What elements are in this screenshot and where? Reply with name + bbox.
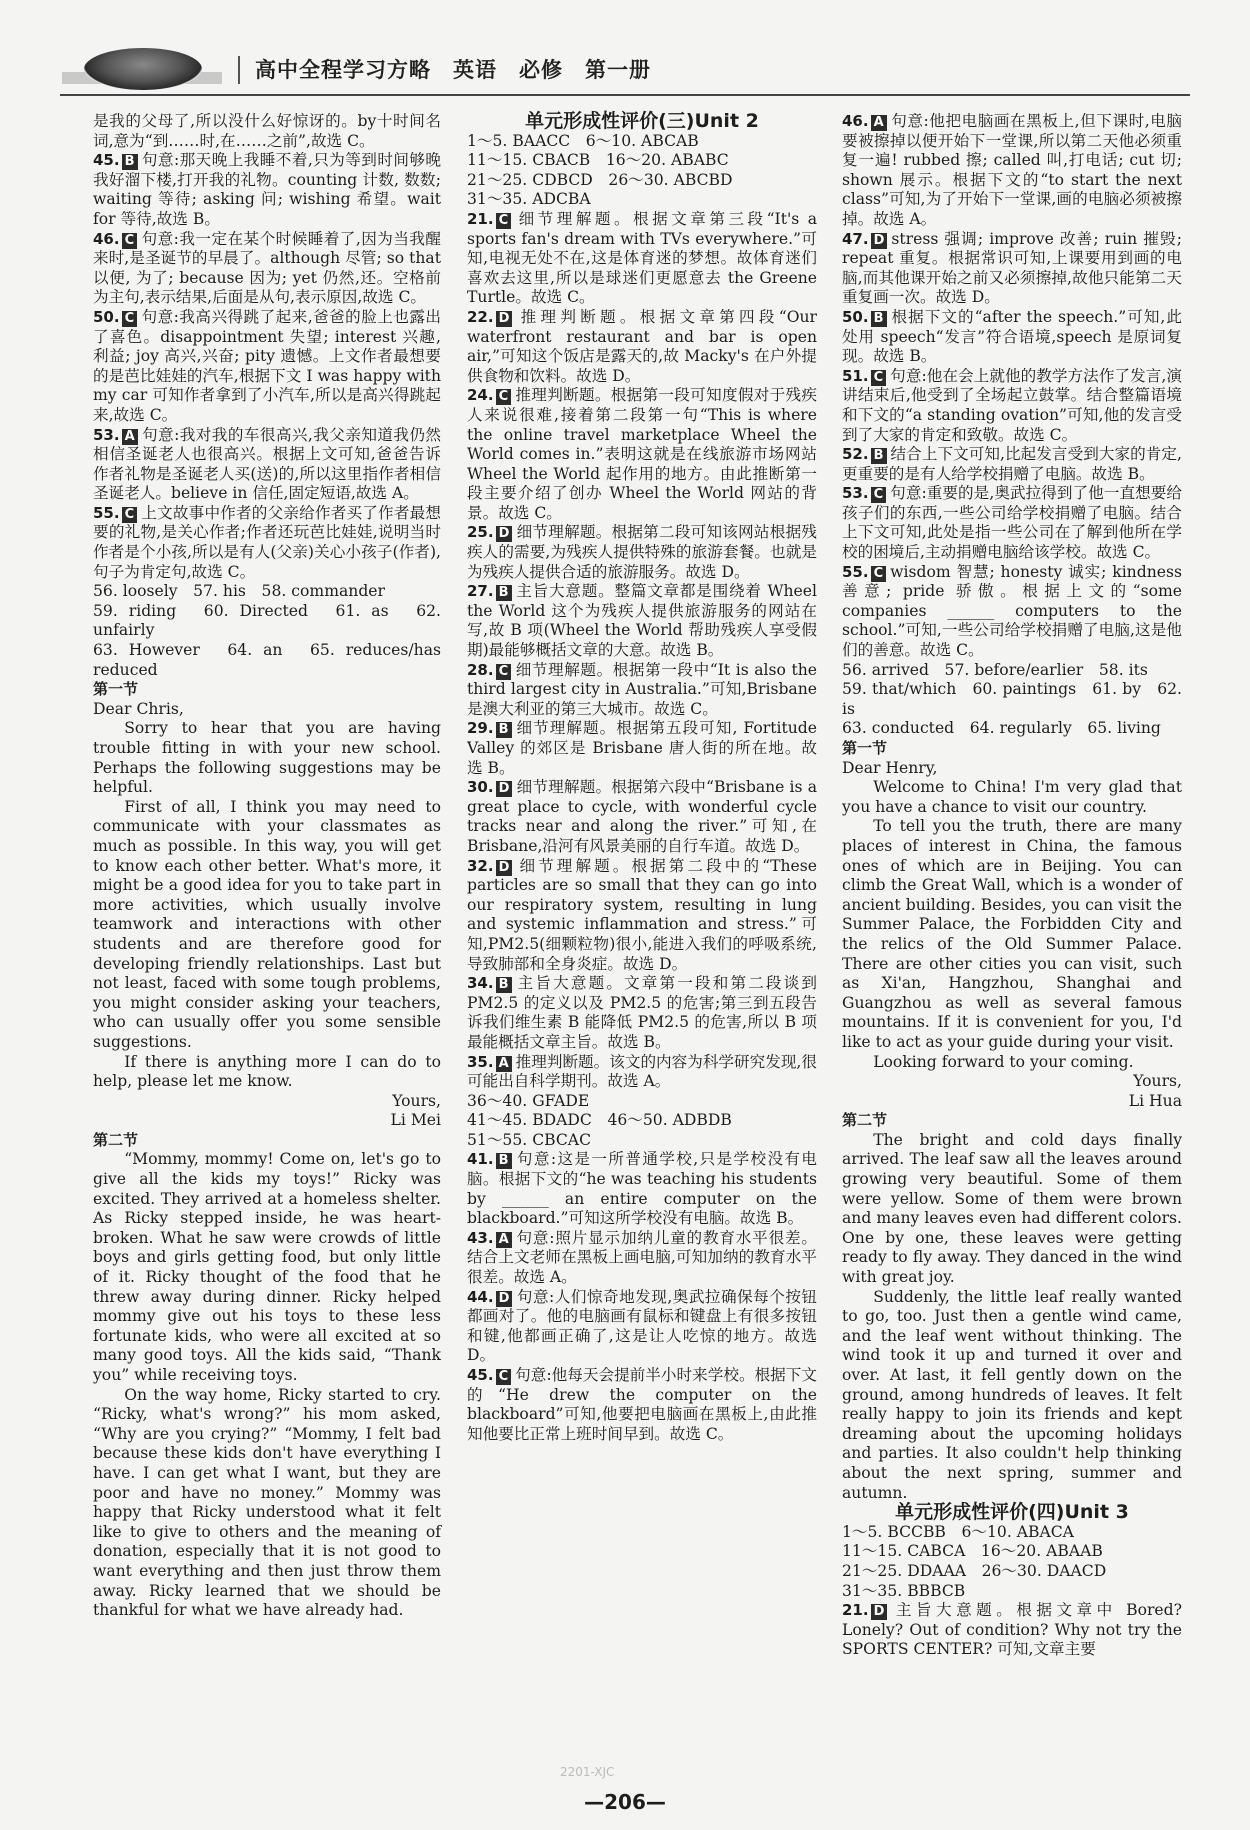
answer-explanation (842, 563, 1182, 661)
answer-letter-box: C (122, 233, 138, 249)
answer-letter-box: B (122, 154, 138, 170)
explanation-text: 上文故事中作者的父亲给作者买了作者最想要的礼物,是关心作者;作者还玩芭比娃娃,说明当时作者是个小孩,所以是有人(父亲)关心小孩子(作者),句子为肯定句,故选 C。 (93, 503, 441, 581)
section-heading: 第一节 (842, 739, 888, 757)
answer-letter-box: B (496, 977, 512, 993)
question-number: 55. (842, 562, 869, 581)
text-line: Dear Henry, (842, 758, 938, 777)
explanation-text: 细节理解题。根据第一段中“It is also the third largest city in Australia.”可知,Brisbane 是澳大利亚的第三大城市。故选 C。 (467, 660, 817, 718)
question-number: 47. (842, 229, 869, 248)
answer-explanation (467, 1366, 817, 1444)
letter-signature: Li Mei (390, 1111, 441, 1130)
explanation-text: 句意:这是一所普通学校,只是学校没有电脑。根据下文的“he was teaching his students by ______ an entire computer on the blackboard.”可知这所学校没有电脑。故选 B。 (467, 1150, 817, 1228)
text-line: 21～25. DDAAA 26～30. DAACD (842, 1561, 1107, 1580)
answer-explanation (93, 230, 441, 308)
answer-explanation (467, 1150, 817, 1228)
text-line: 31～35. BBBCB (842, 1581, 966, 1600)
text-line: 63. However 64. an 65. reduces/has reduced (93, 641, 441, 679)
answer-letter-box: B (496, 585, 512, 601)
answer-explanation (93, 426, 441, 504)
question-number: 50. (93, 307, 120, 326)
text-line: 11～15. CBACB 16～20. ABABC (467, 151, 729, 170)
question-number: 22. (467, 307, 494, 326)
answer-letter-box: C (122, 311, 138, 327)
answer-explanation (842, 308, 1182, 367)
column-middle (467, 112, 817, 1444)
question-number: 30. (467, 778, 494, 797)
essay-paragraph: On the way home, Ricky started to cry. “Ricky, what's wrong?” his mom asked, “Why are you crying?” “Mommy, I felt bad because these kids don't have everything I have. I can get what I want, but they are poor and have no money.” Mommy was happy that Ricky understood what it felt like to give to others and the meaning of donation, especially that it is not good to want everything and then just throw them away. Ricky learned that we should be thankful for what we have already had. (93, 1385, 441, 1620)
explanation-text: 细节理解题。根据第二段中的“These particles are so small that they can go into our respiratory system, resulting in lung and systemic inflammation and stress.”可知,PM2.5(细颗粒物)很小,能进入我们的呼吸系统,导致肺部和全身炎症。故选 D。 (467, 856, 817, 973)
text-line: 1～5. BAACC 6～10. ABCAB (467, 131, 699, 150)
question-number: 41. (467, 1150, 494, 1169)
answer-letter-box: C (871, 370, 887, 386)
question-number: 45. (467, 1366, 494, 1384)
answer-explanation (467, 719, 817, 778)
answer-explanation (467, 386, 817, 523)
explanation-text: 句意:照片显示加纳儿童的教育水平很差。结合上文老师在黑板上画电脑,可知加纳的教育水平很差。故选 A。 (467, 1228, 817, 1287)
explanation-text: 句意:他把电脑画在黑板上,但下课时,电脑要被擦掉以便开始下一堂课,所以第二天他必须重复一遍! rubbed 擦; called 叫,打电话; cut 切; shown 展示。根据下文的“to start the next class”可知,为了开始下一堂课,画的电脑必须被擦掉。故选 A。 (842, 112, 1182, 228)
question-number: 28. (467, 660, 494, 679)
explanation-text: 细节理解题。根据文章第三段“It's a sports fan's dream with TVs everywhere.”可知,电视无处不在,这是体育迷的梦想。故体育迷们喜欢去这里,所以是球迷们更愿意去 the Greene Turtle。故选 C。 (467, 209, 817, 307)
book-title: 高中全程学习方略 英语 必修 第一册 (255, 58, 651, 82)
answer-letter-box: A (496, 1232, 512, 1248)
explanation-text: 细节理解题。根据第二段可知该网站根据残疾人的需要,为残疾人提供特殊的旅游套餐。也就是为残疾人提供合适的旅游服务。故选 D。 (467, 523, 817, 581)
text-line: 51～55. CBCAC (467, 1130, 591, 1149)
answer-letter-box: A (122, 429, 138, 445)
explanation-text: 细节理解题。根据第五段可知, Fortitude Valley 的郊区是 Brisbane 唐人街的所在地。故选 B。 (467, 719, 817, 777)
question-number: 53. (93, 425, 120, 444)
explanation-text: 句意:那天晚上我睡不着,只为等到时间够晚我好溜下楼,打开我的礼物。counting 计数, 数数; waiting 等待; asking 问; wishing 希望。wait for 等待,故选 B。 (93, 151, 441, 228)
question-number: 27. (467, 582, 494, 601)
question-number: 43. (467, 1228, 494, 1247)
answer-letter-box: C (496, 1369, 512, 1385)
page-header (60, 42, 1190, 92)
question-number: 29. (467, 719, 494, 738)
question-number: 34. (467, 974, 494, 993)
answer-letter-box: A (871, 115, 887, 131)
answer-letter-box: D (871, 233, 888, 249)
explanation-text: 推理判断题。根据第一段可知度假对于残疾人来说很难,接着第二段第一句“This is where the online travel marketplace Wheel the World comes in.”表明这就是在线旅游市场网站 Wheel the World 起作用的地方。由此推断第一段主要介绍了创办 Wheel the World 网站的背景。故选 C。 (467, 386, 817, 522)
header-separator (238, 56, 240, 84)
question-number: 53. (842, 484, 869, 503)
answer-explanation (842, 112, 1182, 230)
question-number: 52. (842, 445, 869, 464)
answer-letter-box: C (122, 507, 138, 523)
essay-paragraph: To tell you the truth, there are many places of interest in China, the famous ones of which are in Beijing. You can climb the Great Wall, which is a wonder of ancient building. Besides, you can visit the Summer Palace, the Forbidden City and the relics of the Old Summer Palace. There are other cities you can visit, such as Xi'an, Hangzhou, Shanghai and Guangzhou as well as several famous mountains. If it is convenient for you, I'd like to act as your guide during your visit. (842, 817, 1182, 1051)
explanation-text: 推理判断题。根据文章第四段“Our waterfront restaurant and bar is open air,”可知这个饭店是露天的,故 Macky's 在户外提供食物和饮料。故选 D。 (467, 307, 817, 385)
explanation-text: 句意:我高兴得跳了起来,爸爸的脸上也露出了喜色。disappointment 失望; interest 兴趣,利益; joy 高兴,兴奋; pity 遗憾。上文作者最想要的是芭比娃娃的汽车,根据下文 I was happy with my car 可知作者拿到了小汽车,所以是高兴得跳起来,故选 C。 (93, 307, 441, 424)
essay-paragraph: First of all, I think you may need to communicate with your classmates as much as possible. In this way, you will get to know each other better. What's more, it might be a good idea for you to take part in more activities, which usually involve teamwork and interactions with other students and are therefore good for developing friendly relationships. Last but not least, faced with some tough problems, you might consider asking your teachers, who can usually offer you some sensible suggestions. (93, 797, 441, 1051)
answer-letter-box: B (496, 1153, 512, 1169)
text-line: 59. that/which 60. paintings 61. by 62. is (842, 680, 1182, 718)
question-number: 44. (467, 1287, 494, 1306)
letter-signature: Li Hua (1128, 1091, 1182, 1110)
answer-explanation (467, 661, 817, 720)
answer-explanation (467, 308, 817, 386)
text-line: 11～15. CABCA 16～20. ABAAB (842, 1542, 1103, 1561)
question-number: 55. (93, 503, 120, 522)
essay-paragraph: Suddenly, the little leaf really wanted to go, too. Just then a gentle wind came, and the leaf went without thinking. The wind took it up and turned it over and over. At last, it fell gently down on the ground, among hundreds of leaves. It felt really happy to join its friends and kept dreaming about the upcoming holidays and parties. It also couldn't help thinking about the next spring, summer and autumn. (842, 1287, 1182, 1502)
page-number: —206— (584, 1790, 666, 1814)
explanation-text: 句意:他每天会提前半小时来学校。根据下文的“He drew the computer on the blackboard”可知,他要把电脑画在黑板上,由此推知他要比正常上班时间早到。故选 C。 (467, 1366, 817, 1443)
answer-explanation (842, 367, 1182, 445)
watermark: 2201-XJC (560, 1765, 615, 1779)
text-line: 31～35. ADCBA (467, 190, 591, 209)
answer-letter-box: B (496, 722, 512, 738)
essay-paragraph: The bright and cold days finally arrived. The leaf saw all the leaves around growing very beautiful. Some of them were yellow. Some of them were brown and many leaves even had different colors. One by one, these leaves were getting ready to fly away. They danced in the wind with great joy. (842, 1130, 1182, 1287)
explanation-text: stress 强调; improve 改善; ruin 摧毁; repeat 重复。根据常识可知,上课要用到画的电脑,而其他课开始之前又必须擦掉,故他只能第二天重复画一次。故选 D。 (842, 229, 1182, 307)
question-number: 35. (467, 1052, 494, 1071)
question-number: 46. (93, 229, 120, 248)
explanation-text: 句意:我对我的车很高兴,我父亲知道我仍然相信圣诞老人也很高兴。根据上文可知,爸爸告诉作者礼物是圣诞老人买(送)的,所以这里指作者相信圣诞老人。believe in 信任,固定短语,故选 A。 (93, 425, 441, 503)
text-line: 是我的父母了,所以没什么好惊讶的。by十时间名词,意为“到……时,在……之前”,故选 C。 (93, 112, 441, 150)
header-rule (60, 94, 1190, 96)
answer-letter-box: D (496, 781, 513, 797)
answer-letter-box: C (496, 213, 512, 229)
text-line: Dear Chris, (93, 699, 184, 718)
explanation-text: 主旨大意题。根据文章中 Bored? Lonely? Out of condition? Why not try the SPORTS CENTER? 可知,文章主要 (842, 1601, 1182, 1659)
answer-letter-box: D (871, 1604, 888, 1620)
answer-explanation (93, 308, 441, 426)
question-number: 21. (467, 209, 494, 228)
text-line: 41～45. BDADC 46～50. ADBDB (467, 1111, 732, 1130)
explanation-text: 结合上下文可知,比起发言受到大家的肯定,更重要的是有人给学校捐赠了电脑。故选 B。 (842, 445, 1182, 483)
answer-explanation (842, 484, 1182, 562)
unit-title: 单元形成性评价(三)Unit 2 (525, 110, 759, 132)
answer-letter-box: D (496, 1291, 513, 1307)
text-line: 63. conducted 64. regularly 65. living (842, 719, 1161, 738)
text-line: 36～40. GFADE (467, 1091, 590, 1110)
explanation-text: 句意:他在会上就他的教学方法作了发言,演讲结束后,他受到了全场起立鼓掌。结合整篇语境和下文的“a standing ovation”可知,他的发言受到了大家的肯定和致敬。故选 C。 (842, 366, 1182, 444)
text-line: 59. riding 60. Directed 61. as 62. unfairly (93, 601, 441, 640)
answer-explanation (467, 1229, 817, 1288)
unit-title: 单元形成性评价(四)Unit 3 (895, 1501, 1129, 1524)
question-number: 50. (842, 307, 869, 326)
answer-letter-box: D (496, 311, 513, 327)
explanation-text: 主旨大意题。整篇文章都是围绕着 Wheel the World 这个为残疾人提供旅游服务的网站在写,故 B 项(Wheel the World 帮助残疾人享受假期)最能够概括文章的大意。故选 B。 (467, 582, 817, 660)
column-left (93, 112, 441, 1621)
answer-explanation (467, 857, 817, 975)
column-right (842, 112, 1182, 1660)
answer-explanation (467, 1053, 817, 1092)
text-line: 21～25. CDBCD 26～30. ABCBD (467, 170, 733, 189)
answer-letter-box: A (496, 1056, 512, 1072)
explanation-text: 根据下文的“after the speech.”可知,此处用 speech“发言”符合语境,speech 是原词复现。故选 B。 (842, 307, 1182, 366)
answer-letter-box: D (496, 860, 513, 876)
question-number: 46. (842, 112, 869, 130)
letter-signature: Yours, (1133, 1072, 1182, 1091)
section-heading: 第二节 (842, 1111, 888, 1130)
answer-explanation (467, 523, 817, 582)
answer-letter-box: D (496, 526, 513, 542)
question-number: 24. (467, 386, 494, 405)
answer-explanation (93, 504, 441, 582)
explanation-text: 句意:重要的是,奥武拉得到了他一直想要给孩子们的东西,一些公司给学校捐赠了电脑。结合上下文可知,此处是指一些公司在了解到他所在学校的困境后,主动捐赠电脑给该学校。故选 C。 (842, 484, 1182, 562)
explanation-text: 句意:我一定在某个时候睡着了,因为当我醒来时,是圣诞节的早晨了。although 尽管; so that 以便, 为了; because 因为; yet 仍然,还。空格前为主句,表示结果,后面是从句,表示原因,故选 C。 (93, 229, 441, 307)
letter-signature: Yours, (392, 1091, 441, 1110)
explanation-text: 句意:人们惊奇地发现,奥武拉确保每个按钮都画对了。他的电脑画有鼠标和键盘上有很多按钮和键,他都画正确了,这是让人吃惊的地方。故选 D。 (467, 1287, 817, 1365)
answer-explanation (93, 151, 441, 229)
essay-paragraph: Looking forward to your coming. (873, 1052, 1134, 1071)
section-heading: 第一节 (93, 680, 139, 699)
essay-paragraph: Welcome to China! I'm very glad that you have a chance to visit our country. (842, 778, 1182, 816)
answer-letter-box: B (871, 311, 887, 327)
question-number: 32. (467, 856, 494, 875)
explanation-text: 推理判断题。该文的内容为科学研究发现,很可能出自科学期刊。故选 A。 (467, 1052, 817, 1091)
answer-explanation (467, 974, 817, 1052)
question-number: 25. (467, 523, 494, 542)
text-line: 1～5. BCCBB 6～10. ABACA (842, 1522, 1074, 1541)
answer-letter-box: C (871, 487, 887, 503)
explanation-text: 主旨大意题。文章第一段和第二段谈到 PM2.5 的定义以及 PM2.5 的危害;第三到五段告诉我们维生素 B 能降低 PM2.5 的危害,所以 B 项最能概括文章主旨。故选 B。 (467, 974, 817, 1051)
text-line: 56. arrived 57. before/earlier 58. its (842, 660, 1148, 679)
question-number: 45. (93, 151, 120, 170)
answer-explanation (467, 210, 817, 308)
answer-letter-box: C (496, 664, 512, 680)
publisher-logo-icon (84, 48, 202, 90)
essay-paragraph: Sorry to hear that you are having trouble fitting in with your new school. Perhaps the following suggestions may be helpful. (93, 719, 441, 797)
essay-paragraph: “Mommy, mommy! Come on, let's go to give all the kids my toys!” Ricky was excited. They arrived at a homeless shelter. As Ricky stepped inside, he was heart-broken. What he saw were crowds of little boys and girls getting food, but only little of it. Ricky thought of the food that he threw away during dinner. Ricky helped mommy give out his toys to these less fortunate kids, who were all excited at so many good toys. All the kids said, “Thank you” while receiving toys. (93, 1150, 441, 1384)
explanation-text: wisdom 智慧; honesty 诚实; kindness 善意; pride 骄傲。根据上文的“some companies ______ computers to the school.”可知,一些公司给学校捐赠了电脑,这是他们的善意。故选 C。 (842, 562, 1182, 660)
answer-explanation (842, 230, 1182, 308)
explanation-text: 细节理解题。根据第六段中“Brisbane is a great place to cycle, with wonderful cycle tracks near and along the river.”可知,在 Brisbane,沿河有风景美丽的自行车道。故选 D。 (467, 778, 817, 855)
answer-explanation (842, 1601, 1182, 1660)
answer-explanation (467, 1288, 817, 1366)
answer-explanation (842, 445, 1182, 484)
answer-letter-box: C (871, 566, 887, 582)
text-line: 56. loosely 57. his 58. commander (93, 582, 385, 601)
question-number: 21. (842, 1601, 869, 1620)
answer-letter-box: C (496, 389, 512, 405)
section-heading: 第二节 (93, 1130, 139, 1149)
answer-explanation (467, 582, 817, 660)
answer-explanation (467, 778, 817, 856)
question-number: 51. (842, 366, 869, 385)
answer-letter-box: B (871, 448, 887, 464)
essay-paragraph: If there is anything more I can do to help, please let me know. (93, 1052, 441, 1091)
